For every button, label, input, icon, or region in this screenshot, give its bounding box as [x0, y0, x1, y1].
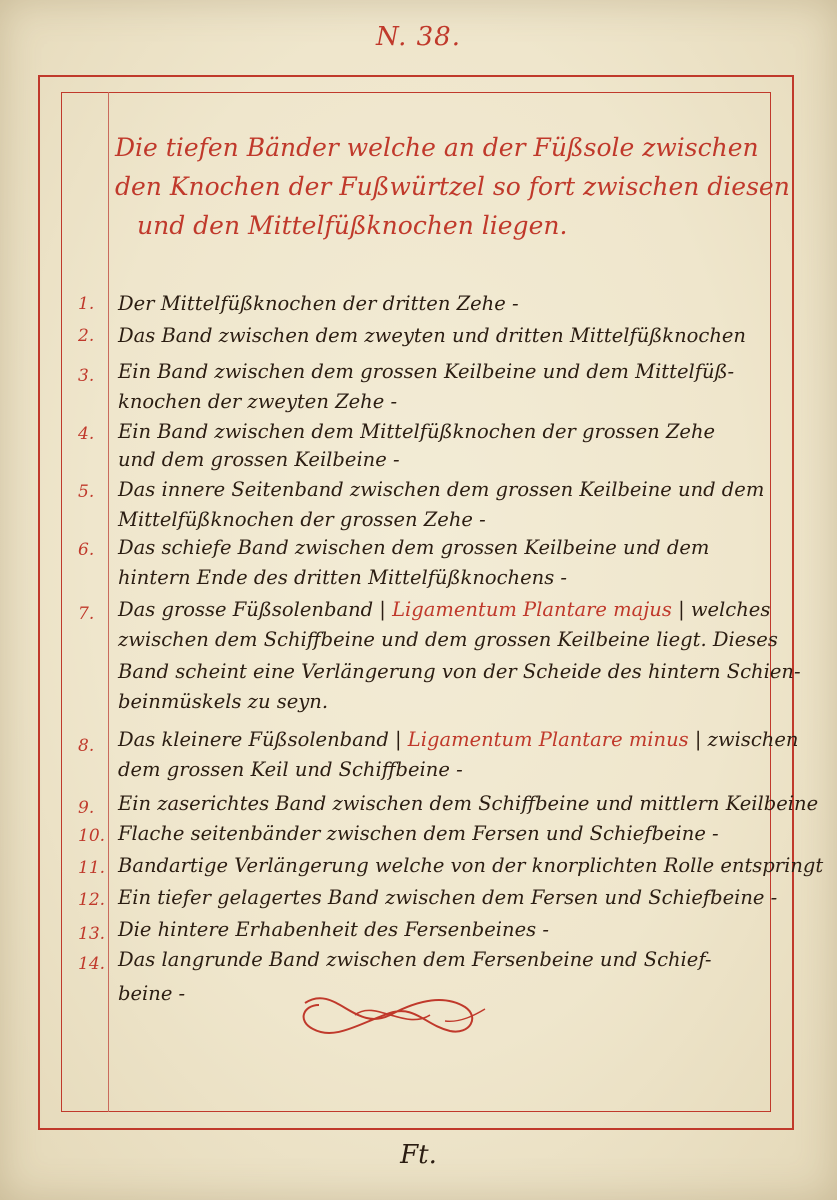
item-text: beinmüskels zu seyn. [118, 690, 329, 713]
item-text: Das Band zwischen dem zweyten und dritten Mittelfüßknochen [118, 324, 746, 347]
item-text: Das innere Seitenband zwischen dem grossen Keilbeine und dem [118, 478, 765, 501]
item-text-pre: Das grosse Füßsolenband | [118, 598, 386, 621]
item-text: hintern Ende des dritten Mittelfüßknochens - [118, 566, 568, 589]
item-text: Mittelfüßknochen der grossen Zehe - [118, 508, 486, 531]
item-text: Das schiefe Band zwischen dem grossen Keilbeine und dem [118, 536, 710, 559]
item-text: knochen der zweyten Zehe - [118, 390, 398, 413]
item-text: Ein zaserichtes Band zwischen dem Schiffbeine und mittlern Keilbeine [118, 792, 819, 815]
heading-line: Die tiefen Bänder welche an der Füßsole zwischen [115, 133, 759, 162]
item-text: Ein Band zwischen dem Mittelfüßknochen der grossen Zehe [118, 420, 716, 443]
item-text: Flache seitenbänder zwischen dem Fersen und Schiefbeine - [118, 822, 719, 845]
item-text: beine - [118, 982, 186, 1005]
item-text: Ein Band zwischen dem grossen Keilbeine und dem Mittelfüß- [118, 360, 735, 383]
item-number: 7. [78, 604, 95, 624]
footer-signature: Ft. [400, 1140, 437, 1170]
heading-line: und den Mittelfüßknochen liegen. [137, 211, 568, 240]
item-text [118, 598, 771, 621]
item-number: 10. [78, 826, 106, 846]
item-number: 1. [78, 294, 95, 314]
latin-term: Ligamentum Plantare minus [407, 728, 689, 751]
item-number: 6. [78, 540, 95, 560]
calligraphic-flourish [295, 985, 490, 1045]
item-text: Ein tiefer gelagertes Band zwischen dem Fersen und Schiefbeine - [118, 886, 778, 909]
item-text: Der Mittelfüßknochen der dritten Zehe - [118, 292, 519, 315]
item-number: 9. [78, 798, 95, 818]
item-number: 13. [78, 924, 106, 944]
item-text: Die hintere Erhabenheit des Fersenbeines - [118, 918, 549, 941]
item-text-post: | zwischen [694, 728, 799, 751]
plate-number: N. 38. [376, 22, 461, 52]
item-text: dem grossen Keil und Schiffbeine - [118, 758, 463, 781]
item-text: Bandartige Verlängerung welche von der knorplichten Rolle entspringt [118, 854, 824, 877]
item-text: zwischen dem Schiffbeine und dem grossen Keilbeine liegt. Dieses [118, 628, 778, 651]
item-number: 2. [78, 326, 95, 346]
latin-term: Ligamentum Plantare majus [392, 598, 672, 621]
item-number: 4. [78, 424, 95, 444]
item-text-post: | welches [678, 598, 771, 621]
item-number: 11. [78, 858, 106, 878]
item-number: 3. [78, 366, 95, 386]
item-number: 12. [78, 890, 106, 910]
item-number: 14. [78, 954, 106, 974]
item-text: und dem grossen Keilbeine - [118, 448, 400, 471]
item-text [118, 728, 799, 751]
item-number: 8. [78, 736, 95, 756]
item-number: 5. [78, 482, 95, 502]
item-text: Band scheint eine Verlängerung von der Scheide des hintern Schien- [118, 660, 801, 683]
item-text-pre: Das kleinere Füßsolenband | [118, 728, 402, 751]
item-text: Das langrunde Band zwischen dem Fersenbeine und Schief- [118, 948, 712, 971]
heading-line: den Knochen der Fußwürtzel so fort zwischen diesen [115, 172, 790, 201]
